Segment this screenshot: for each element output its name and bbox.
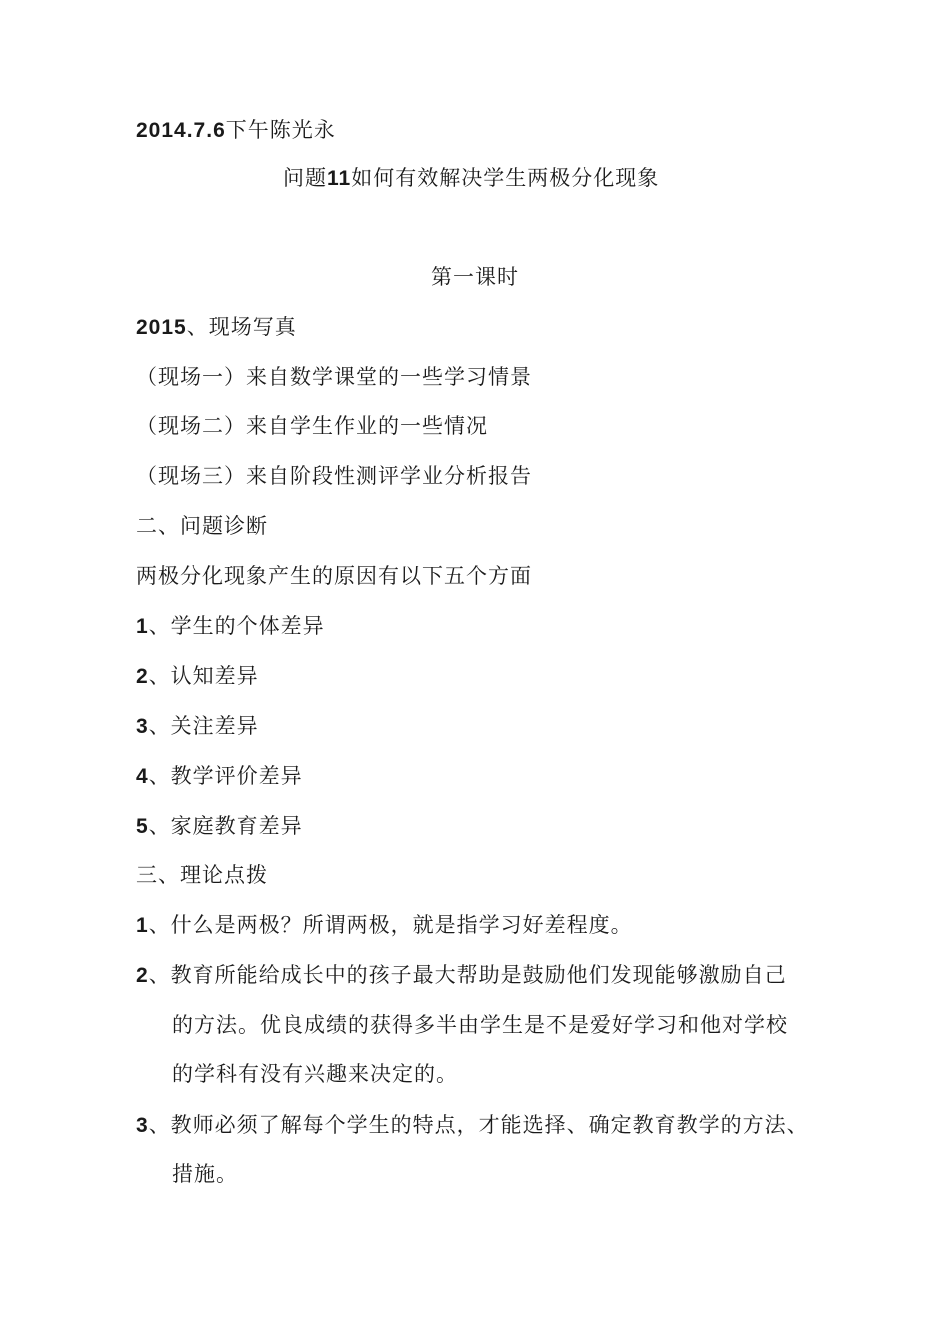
theory-item (136, 911, 633, 940)
cause-item (136, 612, 325, 641)
theory-continuation: 措施。 (172, 1162, 238, 1186)
theory-item (136, 1111, 809, 1140)
cause-number: 5 (136, 815, 149, 838)
section2-heading: 二、问题诊断 (136, 514, 268, 538)
cause-item (136, 762, 303, 791)
theory-number: 2 (136, 964, 149, 987)
header-author: 下午陈光永 (225, 118, 336, 142)
cause-text: 、学生的个体差异 (148, 614, 325, 638)
cause-item (136, 662, 259, 691)
theory-continuation: 的方法。优良成绩的获得多半由学生是不是爱好学习和他对学校 (172, 1013, 788, 1037)
lesson-heading: 第一课时 (431, 265, 519, 289)
header-date: 2014.7.6 (136, 119, 226, 142)
header-line (136, 116, 336, 145)
section1-title: 、现场写真 (186, 315, 297, 339)
section3-heading: 三、理论点拨 (136, 863, 268, 887)
theory-number: 3 (136, 1114, 149, 1137)
section1-heading (136, 313, 297, 342)
cause-item (136, 712, 259, 741)
scene-item: （现场三）来自阶段性测评学业分析报告 (136, 464, 532, 488)
title-number: 11 (327, 167, 352, 190)
section1-number: 2015 (136, 316, 187, 339)
cause-number: 3 (136, 715, 149, 738)
cause-number: 4 (136, 765, 149, 788)
document-title (283, 164, 659, 193)
theory-text: 、什么是两极？所谓两极，就是指学习好差程度。 (148, 913, 633, 937)
cause-text: 、认知差异 (148, 664, 259, 688)
cause-number: 2 (136, 665, 149, 688)
cause-text: 、教学评价差异 (148, 764, 303, 788)
section2-intro: 两极分化现象产生的原因有以下五个方面 (136, 564, 532, 588)
cause-number: 1 (136, 615, 149, 638)
theory-text: 、教育所能给成长中的孩子最大帮助是鼓励他们发现能够激励自己 (148, 963, 787, 987)
cause-item (136, 812, 303, 841)
title-text: 如何有效解决学生两极分化现象 (351, 166, 660, 190)
theory-continuation: 的学科有没有兴趣来决定的。 (172, 1062, 458, 1086)
cause-text: 、家庭教育差异 (148, 814, 303, 838)
theory-item (136, 961, 787, 990)
theory-text: 、教师必须了解每个学生的特点，才能选择、确定教育教学的方法、 (148, 1113, 809, 1137)
cause-text: 、关注差异 (148, 714, 259, 738)
theory-number: 1 (136, 914, 149, 937)
scene-item: （现场二）来自学生作业的一些情况 (136, 414, 488, 438)
title-prefix: 问题 (283, 166, 327, 190)
scene-item: （现场一）来自数学课堂的一些学习情景 (136, 365, 532, 389)
